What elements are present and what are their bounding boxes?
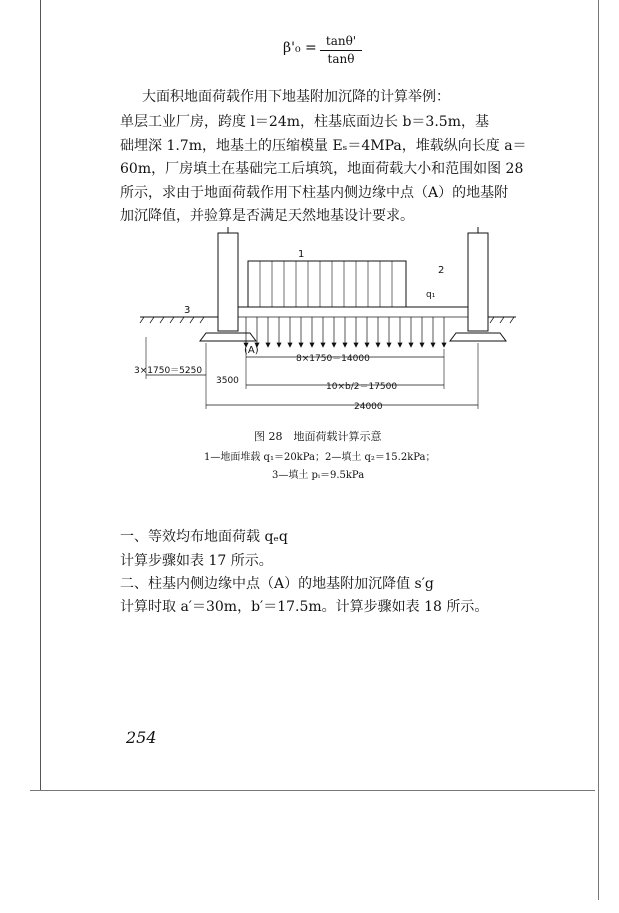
left-column — [218, 233, 238, 331]
paragraph-line: 加沉降值，并验算是否满足天然地基设计要求。 — [120, 208, 414, 224]
label-A: (A) — [244, 345, 259, 356]
surcharge-verticals — [260, 261, 392, 307]
label-2: 2 — [438, 265, 445, 276]
formula-numerator: tanθ' — [325, 34, 357, 48]
dim-3x1750: 3×1750＝5250 — [134, 366, 203, 376]
section-heading-1: 一、等效均布地面荷载 qₑq — [120, 529, 288, 545]
paragraph-line: 所示，求由于地面荷载作用下柱基内侧边缘中点（A）的地基附 — [120, 185, 509, 201]
label-q1: q₁ — [426, 290, 436, 300]
paragraph-line: 60m，厂房填土在基础完工后填筑，地面荷载大小和范围如图 28 — [120, 161, 524, 177]
page-bottom-rule — [30, 790, 595, 791]
formula-denominator: tanθ — [327, 52, 355, 66]
paragraph-line: 础埋深 1.7m，地基土的压缩模量 Eₛ＝4MPa，堆载纵向长度 a＝ — [120, 138, 527, 154]
dim-24000: 24000 — [354, 402, 383, 412]
page-right-rule — [598, 0, 599, 900]
example-heading: 大面积地面荷载作用下地基附加沉降的计算举例： — [142, 89, 450, 105]
formula-lhs: β'₀ = — [283, 40, 317, 56]
dim-10xb2: 10×b/2＝17500 — [326, 382, 398, 392]
ground-hatch — [140, 317, 514, 323]
load-diagram — [120, 225, 520, 425]
page-number: 254 — [126, 728, 157, 747]
page-left-rule — [40, 0, 41, 790]
right-footing — [450, 333, 506, 341]
dim-3500: 3500 — [216, 376, 239, 386]
paragraph-line: 单层工业厂房，跨度 l＝24m，柱基底面边长 b＝3.5m，基 — [120, 114, 489, 130]
section-heading-2: 二、柱基内侧边缘中点（A）的地基附加沉降值 s′g — [120, 576, 434, 592]
section-text-1: 计算步骤如表 17 所示。 — [120, 553, 273, 569]
figure-caption-line-1: 1—地面堆载 q₁＝20kPa；2—填土 q₂＝15.2kPa； — [204, 452, 436, 463]
label-3: 3 — [184, 305, 191, 316]
load-arrows — [244, 317, 446, 347]
left-footing — [200, 333, 256, 341]
section-text-2: 计算时取 a′＝30m，b′＝17.5m。计算步骤如表 18 所示。 — [120, 599, 489, 615]
dim-8x1750: 8×1750＝14000 — [296, 354, 370, 364]
label-1: 1 — [298, 249, 305, 260]
right-column — [468, 233, 488, 331]
figure-caption-title: 图 28 地面荷载计算示意 — [254, 430, 382, 443]
fill-band — [238, 307, 468, 317]
figure-caption-line-2: 3—填土 pᵢ＝9.5kPa — [272, 470, 365, 481]
formula-fraction-bar — [320, 50, 362, 51]
